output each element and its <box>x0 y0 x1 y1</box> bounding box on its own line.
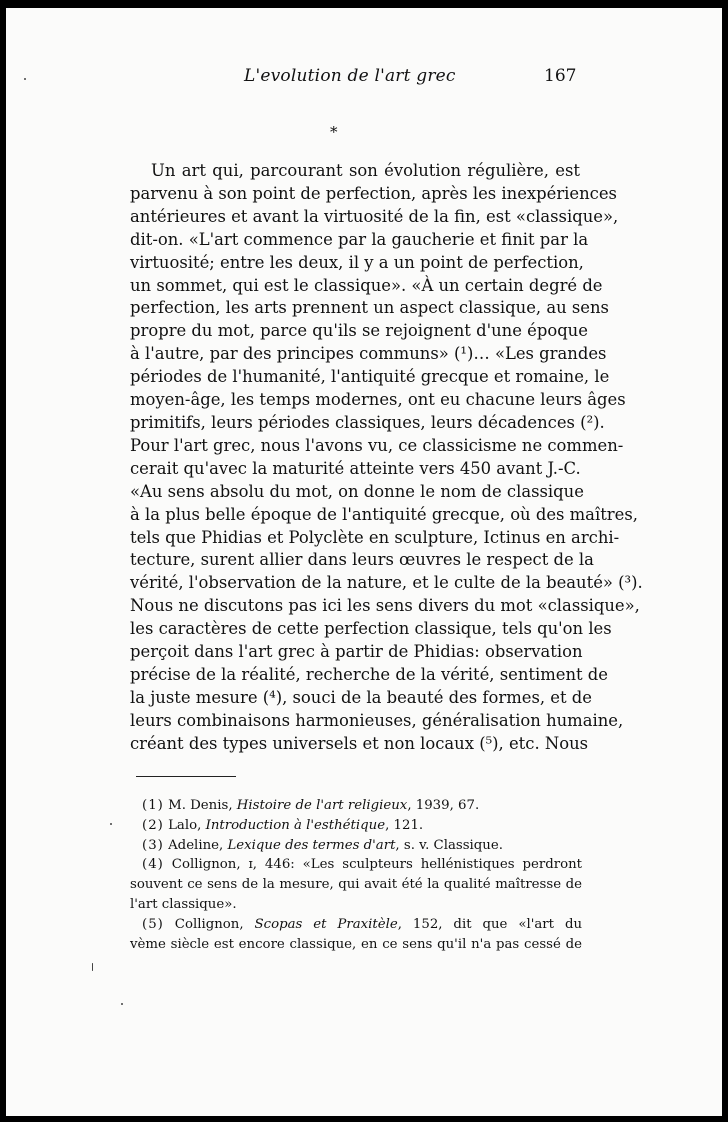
body-line: parvenu à son point de perfection, après les inexpériences <box>130 183 617 203</box>
footnote-number: (5) <box>142 916 164 932</box>
footnote-number: (1) <box>142 798 164 813</box>
body-line: virtuosité; entre les deux, il y a un point de perfection, <box>130 252 584 272</box>
footnote-4-continued: souvent ce sens de la mesure, qui avait été la qualité maîtresse de <box>130 877 582 893</box>
cited-title: Introduction à l'esthétique <box>205 817 386 833</box>
page-number: 167 <box>544 66 577 86</box>
body-line: tels que Phidias et Polyclète en sculpture, Ictinus en archi- <box>130 527 620 547</box>
body-line: antérieures et avant la virtuosité de la fin, est «classique», <box>130 206 619 226</box>
scan-speck <box>24 78 26 80</box>
body-line: leurs combinaisons harmonieuses, généralisation humaine, <box>130 710 624 730</box>
body-line: à la plus belle époque de l'antiquité grecque, où des maîtres, <box>130 504 638 524</box>
body-line: précise de la réalité, recherche de la vérité, sentiment de <box>130 664 609 684</box>
body-line: perçoit dans l'art grec à partir de Phidias: observation <box>130 642 583 662</box>
body-line: Pour l'art grec, nous l'avons vu, ce classicisme ne commen- <box>130 435 624 455</box>
body-line: moyen-âge, les temps modernes, ont eu chacune leurs âges <box>130 390 626 410</box>
footnote-separator <box>136 776 236 777</box>
footnote-5-continued: vème siècle est encore classique, en ce sens qu'il n'a pas cessé de <box>130 936 582 952</box>
body-line: à l'autre, par des principes communs» (¹)… «Les grandes <box>130 344 607 364</box>
footnote-4: (4) Collignon, ɪ, 446: «Les sculpteurs hellénistiques perdront <box>142 857 582 873</box>
scan-speck <box>92 963 93 971</box>
footnote-4-end: l'art classique». <box>130 896 237 912</box>
body-line: tecture, surent allier dans leurs œuvres le respect de la <box>130 550 594 570</box>
body-line: créant des types universels et non locaux (⁵), etc. Nous <box>130 733 589 753</box>
footnote-number: (3) <box>142 837 164 853</box>
body-line: périodes de l'humanité, l'antiquité grecque et romaine, le <box>130 367 610 387</box>
body-line: primitifs, leurs périodes classiques, leurs décadences (²). <box>130 412 605 432</box>
cited-title: Lexique des termes d'art <box>227 837 396 853</box>
footnote-3: (3) Adeline, Lexique des termes d'art, s. v. Classique. <box>142 837 503 853</box>
footnote-2: (2) Lalo, Introduction à l'esthétique, 121. <box>142 817 424 833</box>
body-line: vérité, l'observation de la nature, et le culte de la beauté» (³). <box>130 573 643 593</box>
running-title: L'evolution de l'art grec <box>244 66 456 86</box>
cited-title: Histoire de l'art religieux <box>236 798 408 813</box>
body-line: Nous ne discutons pas ici les sens divers du mot «classique», <box>130 596 640 616</box>
body-line: dit-on. «L'art commence par la gaucherie et finit par la <box>130 229 589 249</box>
section-asterisk: * <box>330 123 338 141</box>
body-line: cerait qu'avec la maturité atteinte vers 450 avant J.-C. <box>130 458 581 478</box>
body-line: Un art qui, parcourant son évolution régulière, est <box>151 161 580 180</box>
body-line: propre du mot, parce qu'ils se rejoignent d'une époque <box>130 321 588 341</box>
body-line: «Au sens absolu du mot, on donne le nom de classique <box>130 481 584 501</box>
body-line: la juste mesure (⁴), souci de la beauté des formes, et de <box>130 687 592 707</box>
body-line: un sommet, qui est le classique». «À un certain degré de <box>130 275 603 295</box>
footnote-1: (1) M. Denis, Histoire de l'art religieux, 1939, 67. <box>142 798 480 813</box>
book-page <box>6 8 722 1116</box>
footnotes <box>130 796 582 954</box>
footnote-number: (2) <box>142 817 164 833</box>
cited-title: Scopas et Praxitèle <box>254 916 398 932</box>
body-line: les caractères de cette perfection classique, tels qu'on les <box>130 619 612 639</box>
body-line: perfection, les arts prennent un aspect classique, au sens <box>130 298 609 318</box>
footnote-5: (5) Collignon, Scopas et Praxitèle, 152, dit que «l'art du <box>142 916 583 932</box>
body-paragraph <box>130 160 643 756</box>
scan-speck <box>121 1003 123 1005</box>
footnote-number: (4) <box>142 857 164 873</box>
scan-speck <box>110 823 112 825</box>
